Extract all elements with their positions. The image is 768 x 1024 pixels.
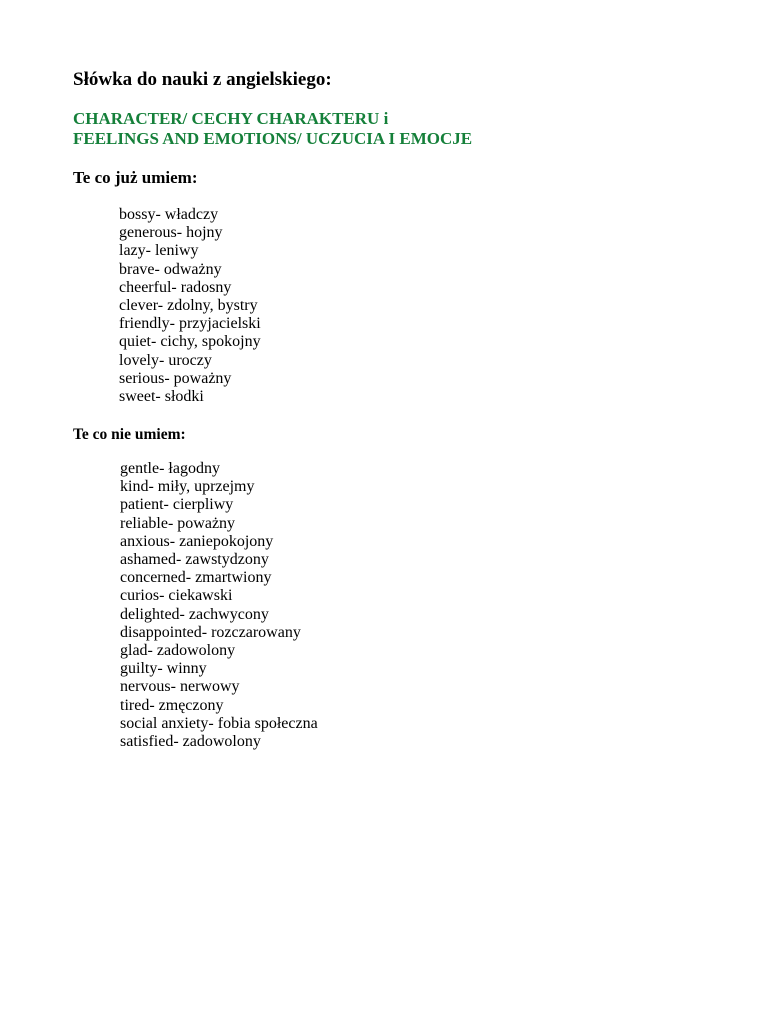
vocabulary-item: friendly- przyjacielski — [119, 315, 261, 333]
vocabulary-item: clever- zdolny, bystry — [119, 297, 258, 315]
vocabulary-item: lovely- uroczy — [119, 351, 212, 369]
vocabulary-item: nervous- nerwowy — [120, 678, 240, 696]
vocabulary-item: curios- ciekawski — [120, 587, 233, 605]
vocabulary-item: anxious- zaniepokojony — [120, 532, 274, 550]
vocabulary-item: reliable- poważny — [120, 514, 236, 532]
vocabulary-item: disappointed- rozczarowany — [120, 623, 301, 641]
vocabulary-item: glad- zadowolony — [120, 642, 236, 660]
known-words-heading: Te co już umiem: — [73, 168, 198, 187]
vocabulary-item: bossy- władczy — [119, 206, 219, 223]
known-words-list — [119, 206, 261, 406]
vocabulary-item: generous- hojny — [119, 224, 223, 242]
vocabulary-item: cheerful- radosny — [119, 278, 232, 296]
document-title: Słówka do nauki z angielskiego: — [73, 69, 332, 90]
topic-heading-line: FEELINGS AND EMOTIONS/ UCZUCIA I EMOCJE — [73, 129, 473, 148]
vocabulary-item: guilty- winny — [120, 660, 207, 678]
vocabulary-item: delighted- zachwycony — [120, 605, 269, 623]
vocabulary-item: gentle- łagodny — [120, 460, 220, 477]
vocabulary-item: sweet- słodki — [119, 388, 204, 406]
vocabulary-item: patient- cierpliwy — [120, 496, 234, 514]
vocabulary-item: kind- miły, uprzejmy — [120, 478, 255, 496]
topic-heading — [73, 109, 472, 149]
topic-heading-line: CHARACTER/ CECHY CHARAKTERU i — [73, 109, 389, 128]
vocabulary-item: concerned- zmartwiony — [120, 569, 272, 587]
vocabulary-item: brave- odważny — [119, 260, 222, 278]
vocabulary-item: quiet- cichy, spokojny — [119, 333, 261, 351]
unknown-words-list — [120, 460, 318, 751]
vocabulary-item: serious- poważny — [119, 369, 232, 387]
vocabulary-item: ashamed- zawstydzony — [120, 551, 269, 569]
unknown-words-heading: Te co nie umiem: — [73, 426, 186, 443]
vocabulary-item: tired- zmęczony — [120, 696, 224, 714]
vocabulary-item: lazy- leniwy — [119, 242, 199, 260]
vocabulary-item: social anxiety- fobia społeczna — [120, 714, 318, 732]
vocabulary-item: satisfied- zadowolony — [120, 733, 261, 751]
